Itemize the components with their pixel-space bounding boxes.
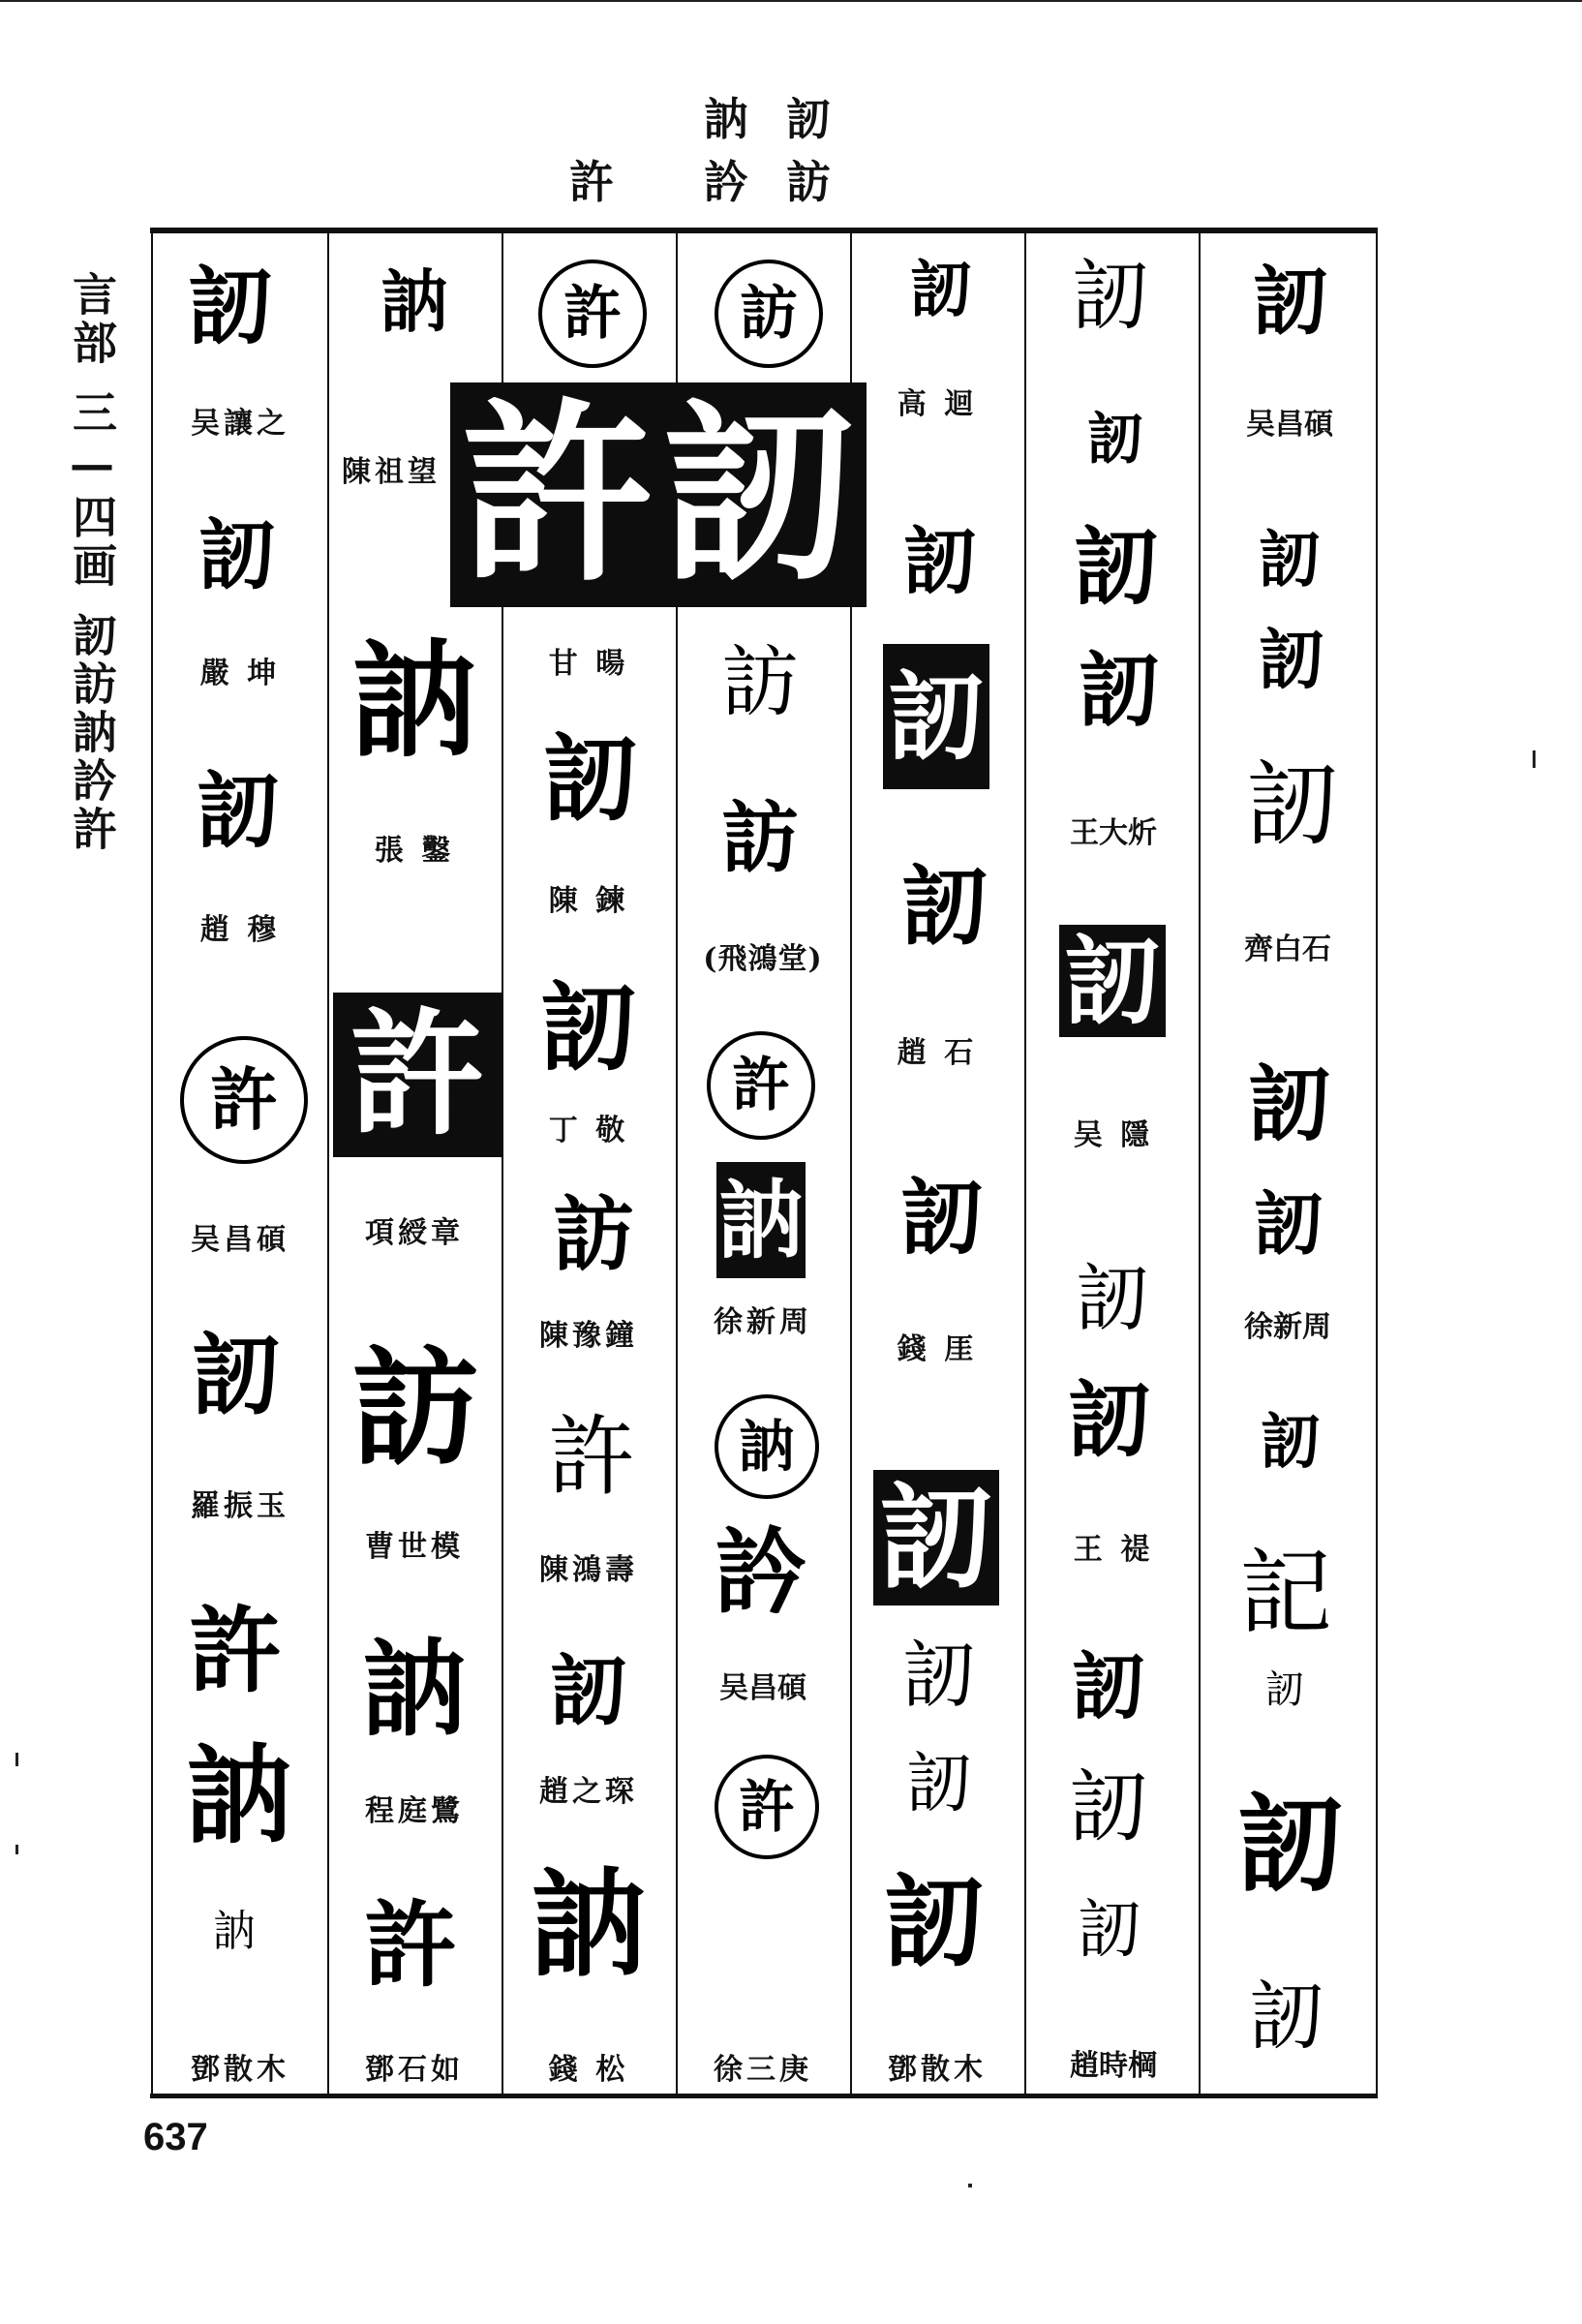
seal-impression: 訒: [1068, 1371, 1151, 1469]
seal-impression: 訡: [715, 1517, 807, 1627]
stroke-count-label: 三—四画: [66, 389, 118, 591]
negative-seal-impression: 許: [333, 993, 502, 1157]
top-border-line: [0, 0, 1582, 2]
artist-label: 吴昌碩: [719, 1671, 806, 1705]
seal-impression: 訒: [1073, 516, 1159, 617]
scan-artifact: [15, 1753, 18, 1766]
seal-impression: 訒: [903, 518, 977, 604]
column-divider: [1376, 232, 1378, 2095]
seal-impression: 訪: [552, 1186, 634, 1282]
negative-seal-impression: 訥: [716, 1162, 806, 1278]
seal-impression: 訒: [198, 509, 276, 600]
negative-seal-impression: 訒: [883, 644, 989, 789]
round-seal-impression: 許: [180, 1036, 308, 1164]
seal-impression: 訒: [540, 970, 637, 1085]
seal-impression: 訒: [1253, 1182, 1323, 1265]
seal-impression: 訒: [1072, 251, 1149, 341]
seal-impression: 訒: [910, 254, 972, 326]
round-seal-impression: 訥: [715, 1394, 819, 1499]
seal-impression: 許: [548, 1406, 635, 1508]
artist-label: 趙時棡: [1070, 2049, 1157, 2083]
artist-label: 趙 石: [897, 1036, 978, 1070]
artist-label: 陳祖望: [342, 455, 441, 489]
seal-impression: 訪: [351, 1333, 479, 1483]
seal-glyph: 訒: [662, 381, 857, 608]
seal-impression: 許: [189, 1596, 282, 1705]
artist-label: 陳鴻壽: [539, 1553, 638, 1587]
artist-label: 丁 敬: [548, 1114, 629, 1147]
artist-label: 陳豫鐘: [539, 1319, 638, 1353]
artist-label: 程庭鷺: [365, 1794, 464, 1828]
character-list-label: 訒訪訥訡許: [66, 612, 118, 854]
seal-impression: 訒: [1072, 1643, 1145, 1729]
header-char: 訡: [704, 156, 748, 208]
seal-impression: 訒: [883, 1862, 985, 1981]
artist-label: 趙 穆: [199, 913, 281, 947]
seal-impression: 訒: [197, 762, 280, 860]
header-char: 訒: [786, 93, 831, 145]
seal-impression: 訒: [191, 1323, 281, 1427]
seal-impression: 訪: [721, 637, 799, 727]
header-char: 訥: [704, 93, 748, 145]
seal-impression: 訥: [531, 1856, 647, 1993]
artist-label: 項綬章: [365, 1216, 464, 1250]
artist-label: 王 禔: [1073, 1533, 1154, 1567]
seal-impression: 訥: [361, 1629, 467, 1751]
seal-impression: 訒: [1259, 524, 1321, 596]
seal-impression: 訒: [905, 1746, 972, 1822]
negative-seal-block: [450, 382, 867, 607]
artist-label: 吴 隱: [1073, 1118, 1154, 1152]
seal-impression: 記: [1239, 1539, 1332, 1647]
artist-label: 鄧散木: [191, 2053, 289, 2087]
seal-impression: 訒: [550, 1645, 627, 1736]
seal-impression: 訒: [1087, 406, 1144, 472]
negative-seal-impression: 訒: [873, 1470, 999, 1605]
artist-label: 鄧散木: [888, 2053, 987, 2087]
seal-impression: 訒: [1265, 1667, 1304, 1712]
artist-label: 張 鑿: [374, 834, 455, 868]
artist-label: 徐三庚: [714, 2053, 812, 2087]
seal-impression: 訒: [1078, 642, 1160, 738]
seal-impression: 訒: [1258, 622, 1324, 699]
artist-label: 嚴 坤: [199, 657, 281, 690]
artist-label: 吴讓之: [191, 407, 289, 441]
seal-impression: 訒: [901, 855, 989, 958]
artist-label: 徐新周: [1244, 1310, 1331, 1344]
artist-label: 羅振玉: [191, 1489, 289, 1523]
artist-label: 鄧石如: [365, 2053, 464, 2087]
seal-impression: 訒: [542, 723, 638, 835]
seal-impression: 訥: [186, 1733, 292, 1858]
round-seal-impression: 許: [707, 1031, 815, 1140]
scan-artifact: [15, 1845, 18, 1854]
collection-label: (飛鴻堂): [703, 942, 823, 976]
side-caption: [66, 271, 147, 875]
seal-impression: 訒: [1078, 1892, 1141, 1967]
seal-glyph: 許: [460, 381, 654, 608]
artist-label: 高 迴: [897, 387, 978, 421]
artist-label: 吴昌碩: [1246, 408, 1333, 442]
seal-impression: 訥: [350, 627, 477, 775]
round-seal-impression: 訪: [715, 260, 823, 368]
scan-artifact: [1533, 750, 1536, 768]
seal-impression: 訒: [1246, 750, 1339, 859]
scan-artifact: [968, 2184, 972, 2187]
artist-label: 徐新周: [714, 1305, 812, 1339]
seal-impression: 訒: [1248, 1055, 1331, 1153]
artist-label: 錢 厓: [897, 1332, 978, 1366]
seal-impression: 訒: [1237, 1782, 1344, 1907]
header-char: 訪: [786, 156, 831, 208]
column-divider: [1024, 232, 1026, 2095]
seal-impression: 訥: [213, 1907, 256, 1956]
column-divider: [151, 232, 153, 2095]
seal-impression: 訒: [187, 256, 273, 356]
column-divider: [1199, 232, 1201, 2095]
artist-label: 曹世模: [365, 1530, 464, 1564]
round-seal-impression: 許: [538, 260, 647, 368]
artist-label: 甘 暘: [548, 647, 629, 681]
seal-impression: 訒: [902, 1632, 976, 1718]
seal-impression: 訒: [1248, 1973, 1324, 2061]
seal-impression: 訥: [380, 261, 448, 342]
seal-impression: 訒: [900, 1169, 984, 1267]
artist-label: 王大炘: [1070, 816, 1157, 850]
seal-impression: 訒: [1076, 1255, 1149, 1341]
seal-impression: 許: [364, 1890, 457, 2000]
header-char: 許: [569, 156, 614, 208]
radical-label: 言部: [66, 271, 118, 368]
negative-seal-impression: 訒: [1059, 925, 1166, 1037]
artist-label: 齊白石: [1244, 933, 1331, 966]
artist-label: 陳 鍊: [548, 884, 629, 918]
artist-label: 錢 松: [548, 2053, 629, 2087]
round-seal-impression: 許: [715, 1755, 819, 1859]
seal-impression: 訒: [1260, 1406, 1321, 1477]
column-divider: [327, 232, 329, 2095]
artist-label: 趙之琛: [539, 1775, 638, 1809]
seal-impression: 訒: [1252, 258, 1328, 346]
seal-impression: 訪: [721, 792, 799, 883]
artist-label: 吴昌碩: [191, 1223, 289, 1257]
page-number: 637: [143, 2116, 208, 2158]
seal-impression: 訒: [1068, 1761, 1148, 1853]
